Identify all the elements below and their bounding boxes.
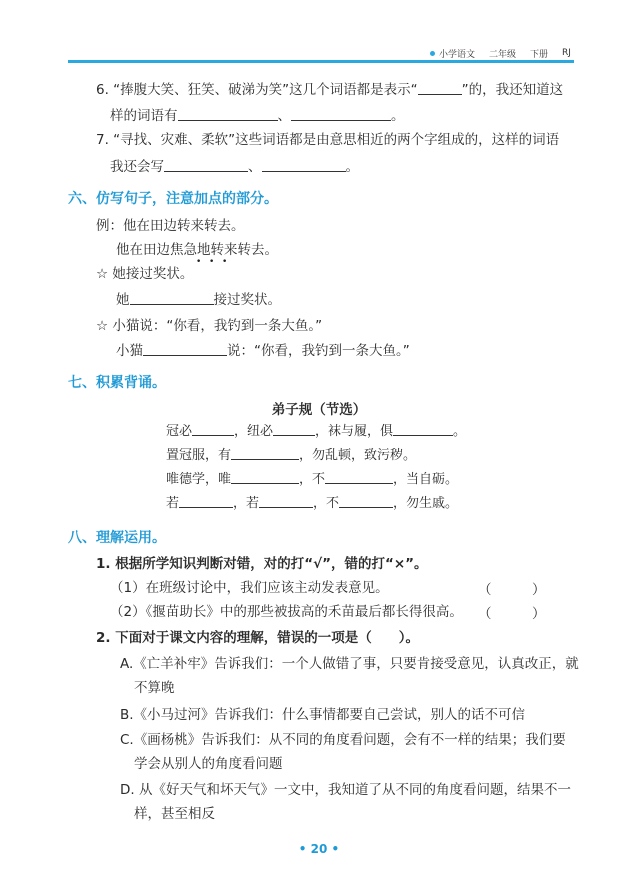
option-c-line2: 学会从别人的角度看问题 bbox=[134, 756, 283, 772]
answer-paren[interactable]: （ ） bbox=[478, 582, 546, 598]
poem-line4: 若 ，若 ，不 ，勿生戚。 bbox=[166, 496, 459, 511]
item2-answer: 小猫 说：“你看，我钓到一条大鱼。” bbox=[116, 343, 410, 359]
q7-line2: 我还会写 、 。 bbox=[110, 159, 359, 175]
section6-title: 六、仿写句子，注意加点的部分。 bbox=[68, 191, 278, 207]
option-d-line2: 样，甚至相反 bbox=[134, 806, 215, 822]
q7-line1: 7. “寻找、灾难、柔软”这些词语都是由意思相近的两个字组成的，这样的词语 bbox=[96, 132, 560, 148]
poem-title: 弟子规（节选） bbox=[271, 402, 367, 418]
blank[interactable] bbox=[178, 107, 278, 121]
header-tab bbox=[430, 46, 571, 60]
q1-item2: （2）《揠苗助长》中的那些被拔高的禾苗最后都长得很高。 bbox=[110, 604, 463, 620]
blank[interactable] bbox=[231, 470, 299, 484]
blank[interactable] bbox=[273, 422, 315, 436]
blank[interactable] bbox=[418, 81, 462, 95]
section7-title: 七、积累背诵。 bbox=[68, 375, 166, 391]
item1-question: ☆ 她接过奖状。 bbox=[96, 266, 194, 282]
example-sentence: 例：他在田边转来转去。 bbox=[96, 218, 245, 234]
blank[interactable] bbox=[192, 422, 234, 436]
example-answer: 他在田边焦急地转来转去。 bbox=[116, 242, 278, 258]
q6-line2: 样的词语有 、 。 bbox=[110, 108, 405, 124]
q6-line1: 6. “捧腹大笑、狂笑、破涕为笑”这几个词语都是表示“ ”的，我还知道这 bbox=[96, 82, 564, 98]
item1-answer: 她 接过奖状。 bbox=[116, 292, 281, 308]
q2-prompt: 2. 下面对于课文内容的理解，错误的一项是（ ）。 bbox=[96, 630, 419, 646]
blank[interactable] bbox=[179, 494, 233, 508]
section8-title: 八、理解运用。 bbox=[68, 530, 166, 546]
q1-item1: （1）在班级讨论中，我们应该主动发表意见。 bbox=[110, 580, 389, 596]
header-grade: 二年级 bbox=[489, 49, 517, 60]
blank[interactable] bbox=[231, 446, 299, 460]
blank[interactable] bbox=[291, 107, 391, 121]
q1-prompt: 1. 根据所学知识判断对错，对的打“√”，错的打“×”。 bbox=[96, 556, 428, 572]
poem-line2: 置冠服，有 ，勿乱顿，致污秽。 bbox=[166, 448, 417, 463]
emphasis-dot: • bbox=[196, 257, 202, 267]
bullet-icon bbox=[430, 51, 435, 56]
header-volume: 下册 bbox=[530, 49, 549, 60]
option-a-line2: 不算晚 bbox=[134, 680, 175, 696]
item2-question: ☆ 小猫说：“你看，我钓到一条大鱼。” bbox=[96, 318, 323, 334]
page-number: • 20 • bbox=[298, 842, 340, 856]
poem-line1: 冠必 ，纽必 ，袜与履，俱 。 bbox=[166, 424, 467, 439]
blank[interactable] bbox=[262, 158, 346, 172]
option-d-line1: D. 从《好天气和坏天气》一文中，我知道了从不同的角度看问题，结果不一 bbox=[120, 782, 571, 798]
option-a-line1: A.《亡羊补牢》告诉我们：一个人做错了事，只要肯接受意见，认真改正，就 bbox=[120, 656, 579, 672]
option-c-line1: C.《画杨桃》告诉我们：从不同的角度看问题，会有不一样的结果；我们要 bbox=[120, 732, 566, 748]
blank[interactable] bbox=[259, 494, 313, 508]
blank[interactable] bbox=[130, 291, 214, 305]
blank[interactable] bbox=[143, 342, 227, 356]
emphasis-dot: • bbox=[222, 257, 228, 267]
answer-paren[interactable]: （ ） bbox=[478, 606, 546, 622]
header-subject: 小学语文 bbox=[439, 49, 476, 60]
blank[interactable] bbox=[339, 494, 393, 508]
option-b: B.《小马过河》告诉我们：什么事情都要自己尝试，别人的话不可信 bbox=[120, 707, 526, 723]
blank[interactable] bbox=[393, 422, 453, 436]
emphasis-dot: • bbox=[209, 257, 215, 267]
header-edition: RJ bbox=[562, 48, 571, 58]
poem-line3: 唯德学，唯 ，不 ，当自砺。 bbox=[166, 472, 459, 487]
header-rule bbox=[68, 60, 574, 63]
blank[interactable] bbox=[164, 158, 248, 172]
blank[interactable] bbox=[325, 470, 393, 484]
